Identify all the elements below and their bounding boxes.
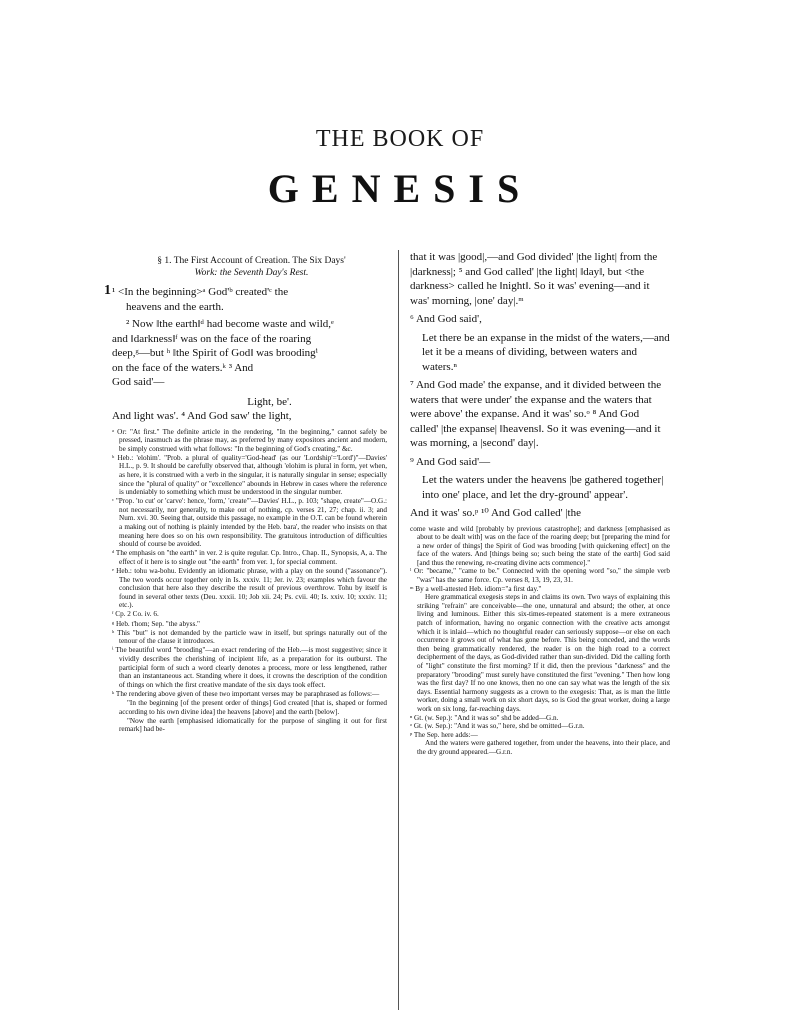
footnote-p: ᵖ The Sep. here adds:—: [410, 730, 478, 739]
footnote-d: ᵈ The emphasis on "the earth" in ver. 2 is quite regular. Cp. Intro., Chap. II., Synopsis, A, a. The effect of it here is to single out "the earth" from ver. 1, for special comment.: [112, 549, 387, 566]
verse-3-line-c: And light was'. ⁴ And God saw' the light,: [112, 410, 292, 422]
footnote-k: ᵏ The rendering above given of these two important verses may be paraphrased as follows:—: [112, 689, 380, 698]
footnote-k-para-2: "Now the earth [emphasised idiomatically for the purpose of singling it out for first remark] had be-: [119, 716, 387, 734]
footnote-i: ⁱ The beautiful word "brooding"—an exact rendering of the Heb.—is most suggestive; since it vividly describes the cherishing of incipient life, as a preparation for its outburst. The participial form of such a word clearly denotes a process, more or less lengthened, rather than an instantaneous act. Standing where it does, it crowns the description of the condition of things on which the first creative mandate of the six days took effect.: [112, 646, 387, 689]
right-footnotes: [410, 525, 670, 757]
verse-2-line-a: ² Now ‖the earth‖ᵈ had become waste and wild,ᵉ: [126, 318, 334, 330]
verse-2-line-b: and ‖darkness‖ᶠ was on the face of the roaring: [112, 332, 312, 345]
footnote-e: ᵉ Heb.: tohu wa-bohu. Evidently an idiomatic phrase, with a play on the sound ("assonance"). The two words occur together only in Is. xxxiv. 11; Jer. iv. 23; examples which favour the conclusion that here also they describe the result of previous overthrow. Tohu by itself is found in several other texts (Deu. xxxii. 10; Job xii. 24; Ps. cvii. 40; Is. xxiv. 10; xxxiv. 11; etc.).: [112, 567, 387, 610]
footnote-a: ᵃ Or: "At first." The definite article in the rendering, "In the beginning," cannot safely be pressed, inasmuch as the phrase may, as preferred by many expositors ancient and modern, be simply construed with what follows: "In the beginning of God's creating," &c.: [112, 427, 387, 453]
footnote-h: ʰ This "but" is not demanded by the particle waw in itself, but springs naturally out of the tenour of the clause it introduces.: [112, 628, 387, 646]
footnote-o: ᵒ Gt. (w. Sep.): "And it was so," here, shd be omitted—G.r.n.: [410, 722, 585, 731]
footnote-continuation: come waste and wild [probably by previous catastrophe]; and darkness [emphasised as about to be dealt with] was on the face of the roaring deep; but [preparing the mind for a new order of things] the Spirit of God was brooding [with quickening effect] on the face of the waters. And [things being so; such being the state of the earth] God said [and thus the renewing, re-creating divine acts commence].": [410, 524, 670, 567]
verse-block-1: [104, 283, 387, 314]
verse-4-continuation: that it was |good|,—and God divided' |the light| from the |darkness|; ⁵ and God called' |the light| ‖day‖, but <the darkness> called he ‖night‖. So it was' evening—and it was' morning, |one' day|.ᵐ: [410, 251, 658, 307]
section-heading-line-2: Work: the Seventh Day's Rest.: [194, 268, 309, 278]
verse-block-2: [112, 317, 387, 424]
verse-1-line-a: ¹ <In the beginning>ᵃ God'ᵇ created'ᶜ the: [112, 286, 289, 298]
footnote-p-para: And the waters were gathered together, from under the heavens, into their place, and the dry ground appeared.—G.r.n.: [417, 739, 670, 756]
footnote-k-para-1: "In the beginning [of the present order of things] God created [that is, shaped or formed according to his own divine idea] the heavens [above] and the earth [below].: [119, 698, 387, 716]
verse-9-poetry: Let the waters under the heavens |be gathered together| into one' place, and let the dry-ground' appear'.: [422, 474, 664, 501]
verse-1-line-b: heavens and the earth.: [126, 300, 224, 313]
right-column: [410, 250, 670, 1010]
footnote-m-para: Here grammatical exegesis steps in and claims its own. Two ways of explaining this striking "refrain" are conceivable—the one, unnatural and absurd; the other, at once living and luminous. Either this six-times-repeated statement is a mere extraneous patch of information, having no organic connection with the creative acts amongst which it is inlaid—which no thoughtful reader can seriously suppose—or else on each occurrence it grows out of what has gone before. This being conceded, and the words then being grammatically rendered, the reader is on the high road to a correct decipherment of the days, as God-divided rather than sun-divided. Did the calling forth of "light" constitute the first morning? If it did, then the previous "darkness" and the preparatory "brooding" must surely have constituted the first "evening." Then how long was the first day? If no one knows, then no one can say what was the length of the six days. Essential harmony suggests as a crown to the exegesis: That, as is man the little worker, doing a small work on six short days, so is God the great worker, doing a large work on six long, far-reaching days.: [417, 593, 670, 713]
footnote-m: ᵐ By a well-attested Heb. idiom="a first day.": [410, 584, 542, 593]
verse-2-line-d: on the face of the waters.ᵏ ³ And: [112, 361, 254, 374]
verse-7: ⁷ And God made' the expanse, and it divided between the waters that were under' the expanse and the waters that were above' the expanse. And it was' so.ᵒ ⁸ And God called' |the expanse| ‖heavens‖. So it was evening—and it was morning, a |second' day|.: [410, 379, 662, 449]
section-heading: [116, 255, 387, 279]
footnote-b: ᵇ Heb.: 'elohim'. "Prob. a plural of quality='God-head' (as our 'Lordship'='Lord')"—Davies' H.L., p. 9. It should be carefully observed that, although 'elohim is plural in form, yet when, as here, it is construed with a verb in the singular, it is naturally singular in sense; especially since the "plural of quality" or "excellence" abounds in Hebrew in cases where the reference is undeniably to something which must be understood in the singular number.: [112, 453, 387, 497]
footnote-f: ᶠ Cp. 2 Co. iv. 6.: [112, 610, 159, 619]
footnote-c: ᶜ "Prop. 'to cut' or 'carve': hence, 'form,' 'create'"—Davies' H.L., p. 103; "shape, create"—O.G.: not necessarily, nor generally, to make out of nothing, cp. verses 21, 27; chap. ii. 3; and Num. xvi. 30. Seeing that, outside this passage, no example in the O.T. can be found wherein a making out of nothing is plainly intended by the Heb. bara', the reader who insists on that meaning here does so on his own responsibility. The gratuitous introduction of difficulties should of course be avoided.: [112, 497, 387, 549]
verse-3-line-a: God said'—: [112, 376, 165, 388]
footnote-l: ˡ Or: "became," "came to be." Connected with the opening word "so," the simple verb "was" has the same force. Cp. verses 8, 13, 19, 23, 31.: [410, 567, 670, 585]
left-footnotes: [112, 428, 387, 734]
book-title-prefix: THE BOOK OF: [315, 126, 485, 152]
verse-9-intro: ⁹ And God said'—: [410, 455, 491, 468]
footnote-n: ⁿ Gt. (w. Sep.): "And it was so" shd be added—G.n.: [410, 713, 559, 722]
verse-6-intro: ⁶ And God said',: [410, 313, 482, 325]
verse-6-poetry: Let there be an expanse in the midst of the waters,—and let it be a means of dividing, between waters and waters.ⁿ: [422, 331, 670, 373]
right-verses: [410, 250, 670, 521]
verse-2-line-c: deep,ᵍ—but ʰ ‖the Spirit of God‖ was broodingⁱ: [112, 347, 318, 359]
verse-9-end: And it was' so.ᵖ ¹⁰ And God called' |the: [410, 507, 581, 519]
left-column: [104, 250, 387, 1010]
column-divider: [398, 250, 399, 1010]
book-title: GENESIS: [267, 166, 533, 211]
verse-3-line-b: Light, be'.: [247, 395, 292, 408]
section-heading-line-1: § 1. The First Account of Creation. The Six Days': [157, 256, 346, 266]
chapter-number: 1: [104, 283, 111, 298]
footnote-g: ᵍ Heb. t'hom; Sep. "the abyss.": [112, 619, 200, 628]
